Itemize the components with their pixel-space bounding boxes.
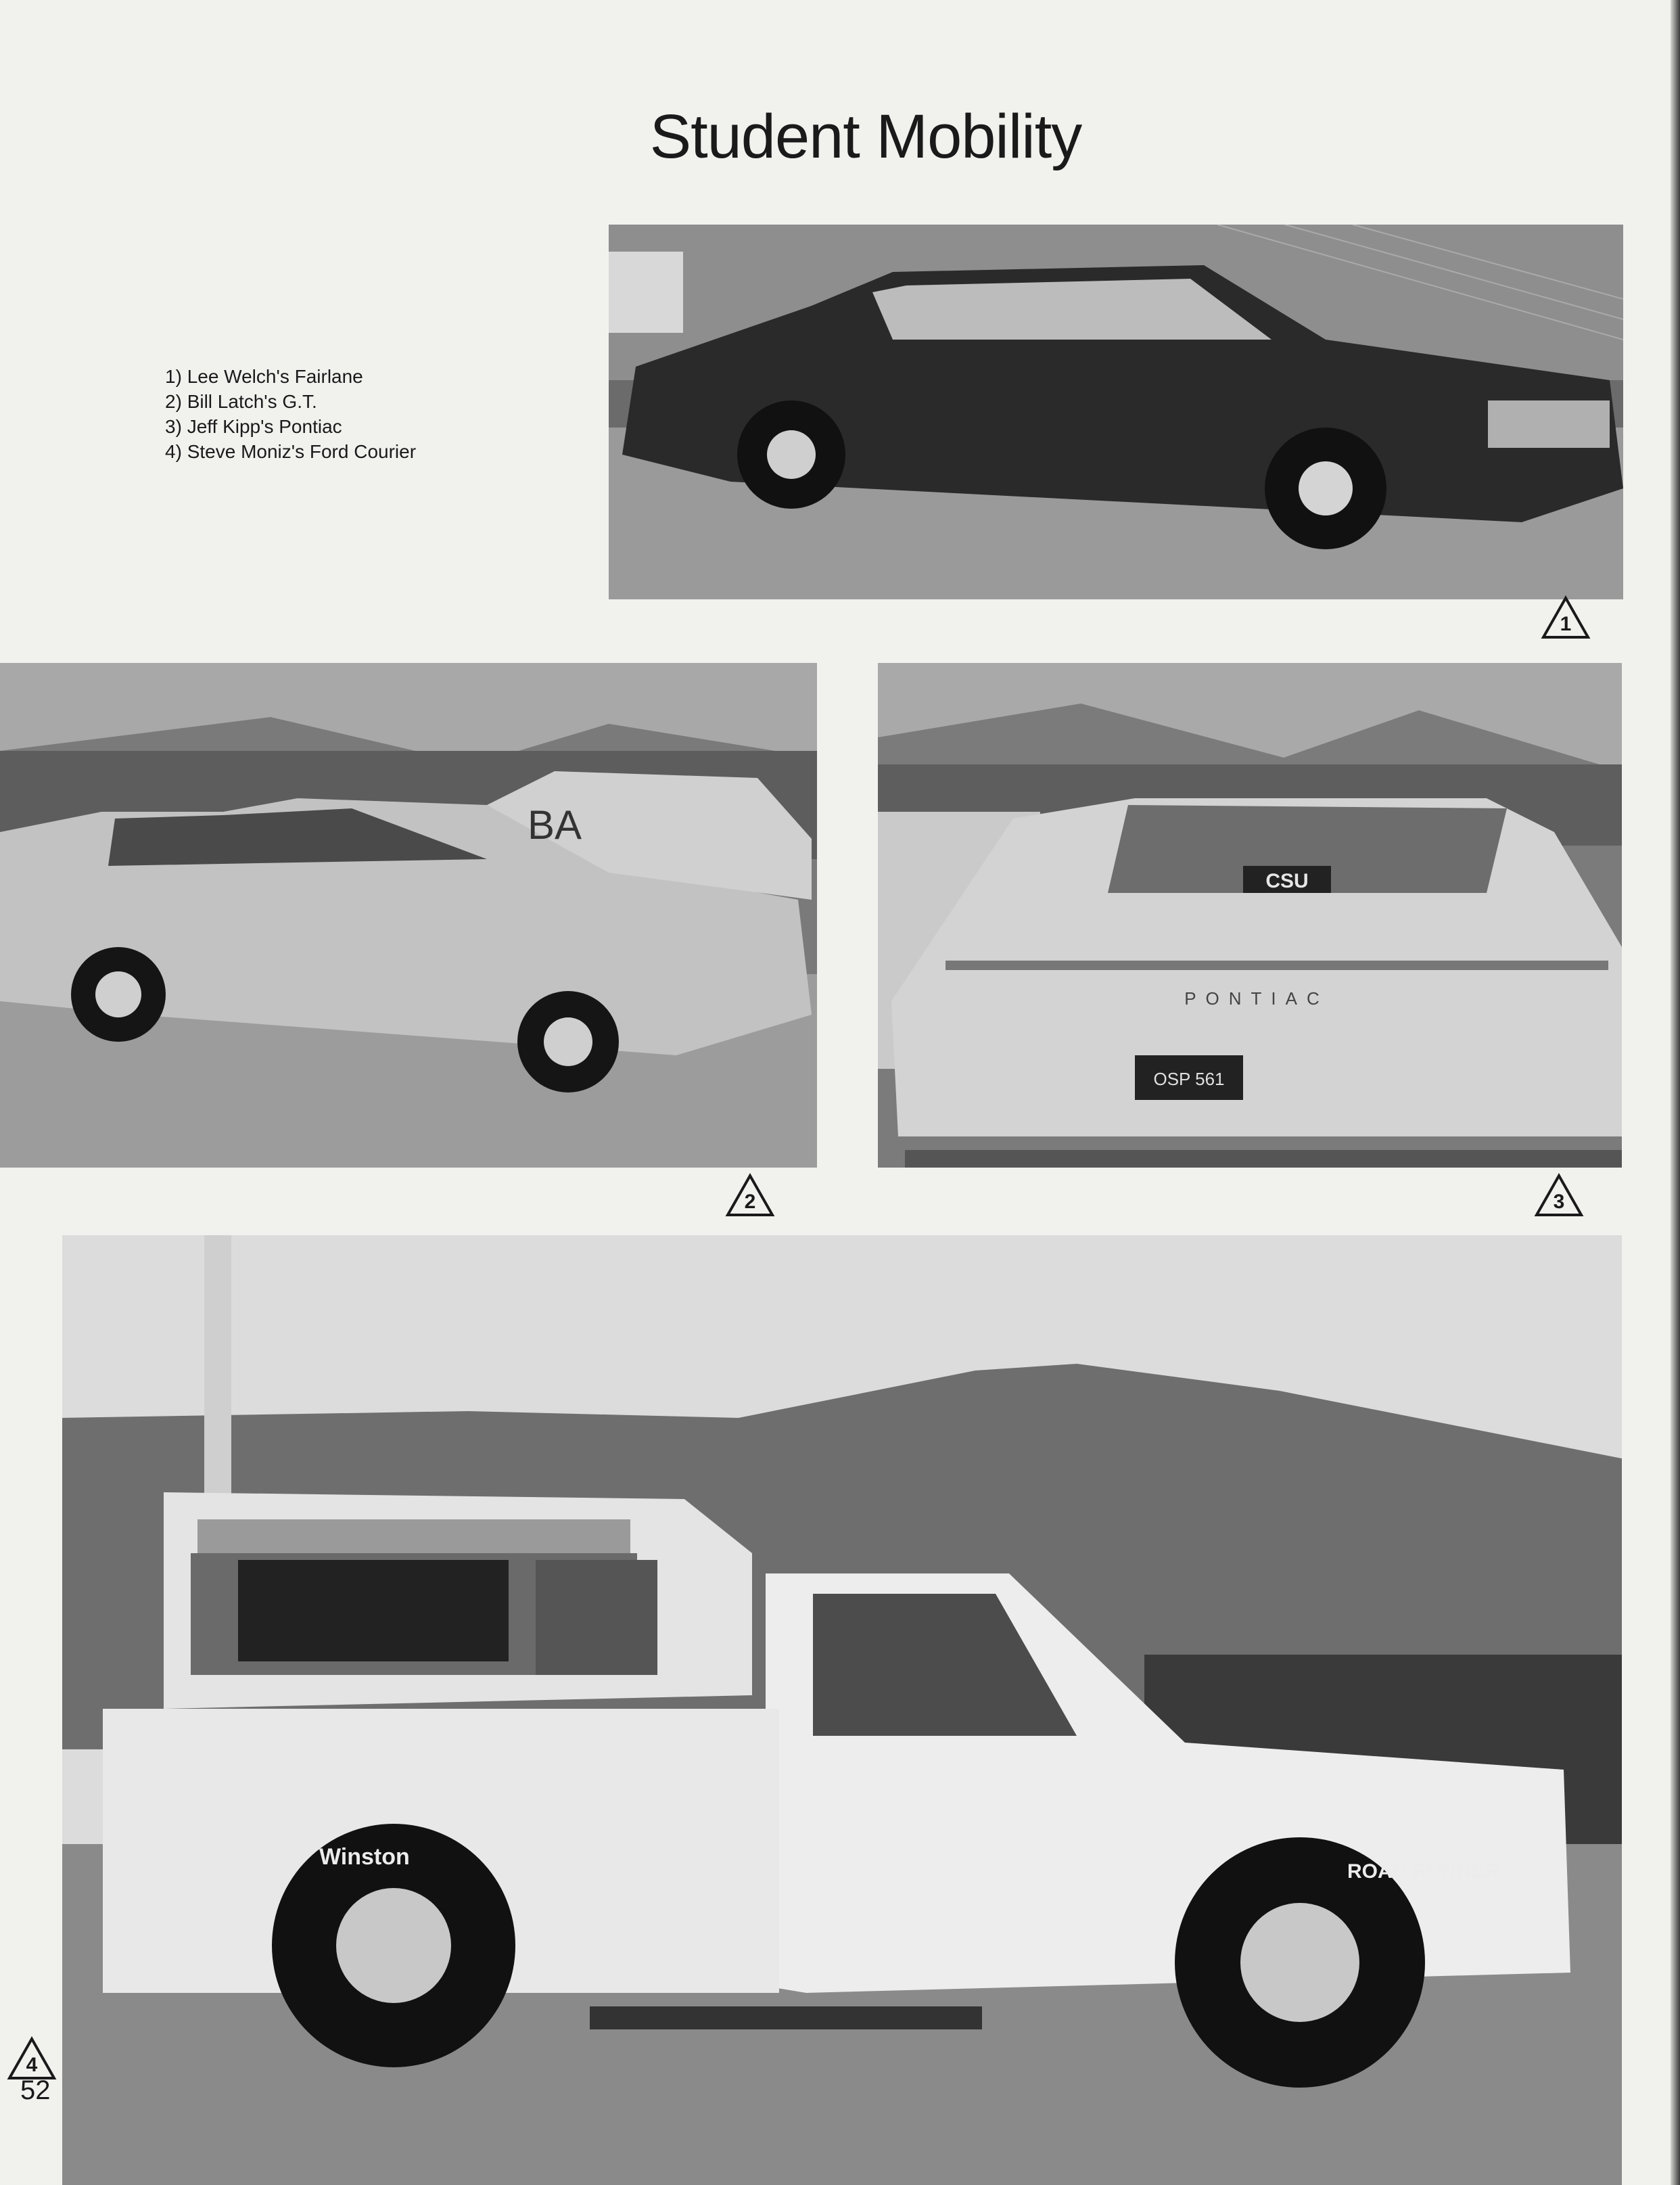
tire-brand-text: Winston — [319, 1844, 410, 1870]
license-plate: OSP 561 — [1153, 1069, 1225, 1089]
page-title: Student Mobility — [649, 102, 1082, 171]
graffiti-text: BA — [528, 802, 582, 848]
photo-gt — [0, 663, 817, 1168]
page-number: 52 — [20, 2075, 51, 2105]
pontiac-lettering: PONTIAC — [1184, 988, 1329, 1009]
csu-sticker: CSU — [1265, 870, 1309, 892]
caption-item: 2) Bill Latch's G.T. — [165, 391, 317, 412]
photo-marker-4: 4 — [7, 2036, 57, 2081]
page-binding-edge — [1671, 0, 1680, 2185]
photo-caption-list — [165, 364, 416, 464]
caption-item: 4) Steve Moniz's Ford Courier — [165, 441, 417, 462]
photo-fairlane — [609, 225, 1623, 599]
photo-pontiac — [878, 663, 1622, 1168]
caption-item: 1) Lee Welch's Fairlane — [165, 366, 363, 387]
photo-marker-3: 3 — [1534, 1173, 1584, 1218]
photo-marker-1: 1 — [1541, 595, 1591, 640]
caption-item: 3) Jeff Kipp's Pontiac — [165, 416, 342, 437]
photo-marker-2: 2 — [725, 1173, 775, 1218]
photo-ford-courier — [62, 1235, 1622, 2185]
tire-model-text: ROAD RUNNER — [1347, 1860, 1499, 1883]
